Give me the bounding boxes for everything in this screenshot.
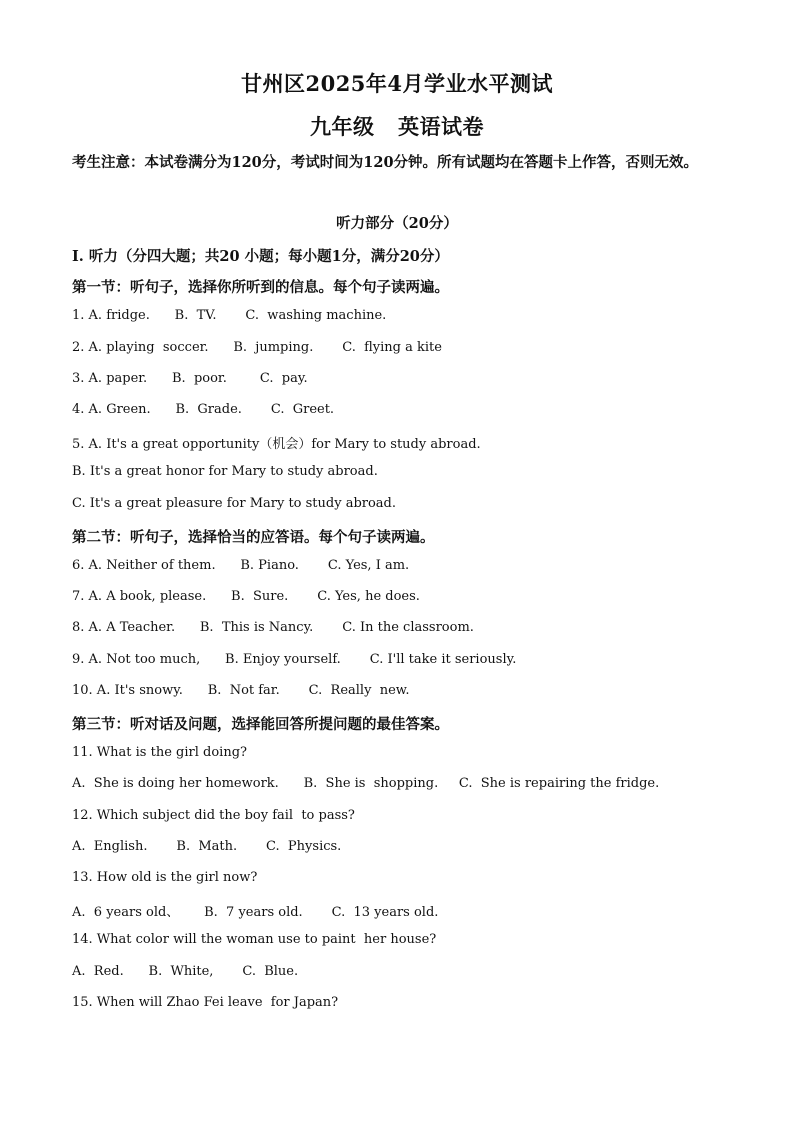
question-1: 1. A. fridge. B. TV. C. washing machine. <box>72 308 387 323</box>
question-5-option-b: B. It's a great honor for Mary to study abroad. <box>72 464 378 479</box>
question-10: 10. A. It's snowy. B. Not far. C. Really new. <box>72 683 410 698</box>
exam-subtitle: 九年级 英语试卷 <box>310 114 484 139</box>
question-6: 6. A. Neither of them. B. Piano. C. Yes, I am. <box>72 558 410 573</box>
question-13: 13. How old is the girl now? <box>72 870 258 885</box>
question-14-options: A. Red. B. White, C. Blue. <box>72 964 299 979</box>
section2-heading: 第二节：听句子，选择恰当的应答语。每个句子读两遍。 <box>72 529 435 546</box>
question-14: 14. What color will the woman use to paint her house? <box>72 932 437 947</box>
question-13-options: A. 6 years old、 B. 7 years old. C. 13 years old. <box>72 905 439 920</box>
question-15: 15. When will Zhao Fei leave for Japan? <box>72 995 339 1010</box>
question-11: 11. What is the girl doing? <box>72 745 247 760</box>
question-11-options: A. She is doing her homework. B. She is shopping. C. She is repairing the fridge. <box>72 776 660 791</box>
section3-heading: 第三节：听对话及问题，选择能回答所提问题的最佳答案。 <box>72 716 449 733</box>
question-7: 7. A. A book, please. B. Sure. C. Yes, he does. <box>72 589 420 604</box>
question-5-option-c: C. It's a great pleasure for Mary to study abroad. <box>72 496 397 511</box>
listening-part-title: 听力部分（20分） <box>336 215 458 232</box>
question-5-option-a: 5. A. It's a great opportunity（机会）for Mary to study abroad. <box>72 437 481 452</box>
question-12: 12. Which subject did the boy fail to pass? <box>72 808 355 823</box>
question-9: 9. A. Not too much, B. Enjoy yourself. C. I'll take it seriously. <box>72 652 517 667</box>
section1-heading: 第一节：听句子，选择你所听到的信息。每个句子读两遍。 <box>72 279 449 296</box>
question-4: 4. A. Green. B. Grade. C. Greet. <box>72 402 335 417</box>
question-12-options: A. English. B. Math. C. Physics. <box>72 839 342 854</box>
exam-title: 甘州区2025年4月学业水平测试 <box>240 71 554 96</box>
question-3: 3. A. paper. B. poor. C. pay. <box>72 371 308 386</box>
question-8: 8. A. A Teacher. B. This is Nancy. C. In the classroom. <box>72 620 474 635</box>
section-heading: Ⅰ. 听力（分四大题；共20 小题；每小题1分，满分20分） <box>72 248 449 265</box>
exam-notice: 考生注意：本试卷满分为120分，考试时间为120分钟。所有试题均在答题卡上作答，否则无效。 <box>72 154 699 171</box>
question-2: 2. A. playing soccer. B. jumping. C. flying a kite <box>72 340 442 355</box>
